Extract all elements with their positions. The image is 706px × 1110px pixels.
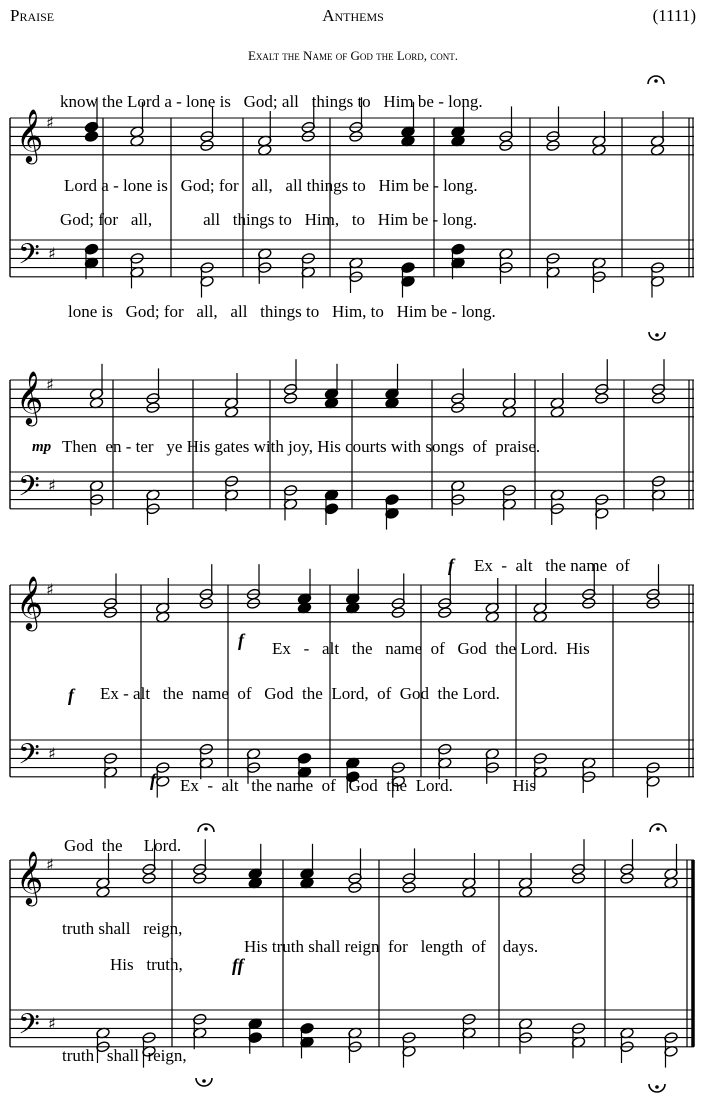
- fermata-dot: [655, 333, 659, 337]
- lyric-line: truth shall reign,: [62, 919, 183, 938]
- lyric-line: His truth,: [110, 955, 183, 974]
- key-signature-sharp: ♯: [46, 580, 54, 599]
- treble-clef: 𝄞: [16, 108, 44, 162]
- lyric-line: truth shall reign,: [62, 1046, 187, 1065]
- dynamic-marking: f: [68, 685, 74, 705]
- treble-clef: 𝄞: [16, 575, 44, 629]
- fermata-dot: [654, 79, 658, 83]
- anthem-title: Exalt the Name of God the Lord, cont.: [247, 48, 459, 63]
- key-signature-sharp: ♯: [48, 244, 56, 263]
- fermata-dot: [202, 1079, 206, 1083]
- key-signature-sharp: ♯: [46, 113, 54, 132]
- dynamic-marking: f: [150, 770, 156, 790]
- lyric-line: know the Lord a - lone is God; all things to Him be - long.: [60, 92, 483, 111]
- lyric-line: God the Lord.: [64, 836, 182, 855]
- key-signature-sharp: ♯: [46, 375, 54, 394]
- key-signature-sharp: ♯: [48, 744, 56, 763]
- lyric-line: Then en - ter ye His gates with joy, His courts with songs of praise.: [62, 437, 541, 456]
- section-label: Praise: [10, 6, 55, 25]
- lyric-line: God; for all, all things to Him, to Him be - long.: [60, 210, 477, 229]
- key-signature-sharp: ♯: [48, 476, 56, 495]
- treble-clef: 𝄞: [16, 850, 44, 904]
- fermata-dot: [204, 827, 208, 831]
- lyric-line: Ex - alt the name of God the Lord. His: [272, 639, 590, 658]
- lyric-line: Lord a - lone is God; for all, all things to Him be - long.: [64, 176, 478, 195]
- dynamic-marking: f: [238, 630, 244, 650]
- dynamic-marking: ff: [232, 955, 244, 975]
- book-section-title: Anthems: [322, 6, 384, 25]
- lyric-line: Ex - alt the name of God the Lord, of God the Lord.: [100, 684, 500, 703]
- key-signature-sharp: ♯: [48, 1014, 56, 1033]
- lyric-line: Ex - alt the name of: [474, 556, 630, 575]
- bass-clef: 𝄢: [18, 470, 40, 510]
- note-head: [84, 130, 99, 142]
- bass-clef: 𝄢: [18, 238, 40, 278]
- bass-clef: 𝄢: [18, 738, 40, 778]
- dynamic-marking: f: [448, 555, 454, 575]
- key-signature-sharp: ♯: [46, 855, 54, 874]
- lyric-line: His truth shall reign for length of days.: [244, 937, 539, 956]
- hymn-number: (1111): [652, 6, 696, 25]
- bass-clef: 𝄢: [18, 1008, 40, 1048]
- treble-clef: 𝄞: [16, 370, 44, 424]
- lyric-line: Ex - alt the name of God the Lord. His: [180, 776, 536, 795]
- fermata-dot: [655, 1085, 659, 1089]
- dynamic-marking: mp: [32, 439, 52, 455]
- lyric-line: lone is God; for all, all things to Him, to Him be - long.: [68, 302, 496, 321]
- fermata-dot: [656, 827, 660, 831]
